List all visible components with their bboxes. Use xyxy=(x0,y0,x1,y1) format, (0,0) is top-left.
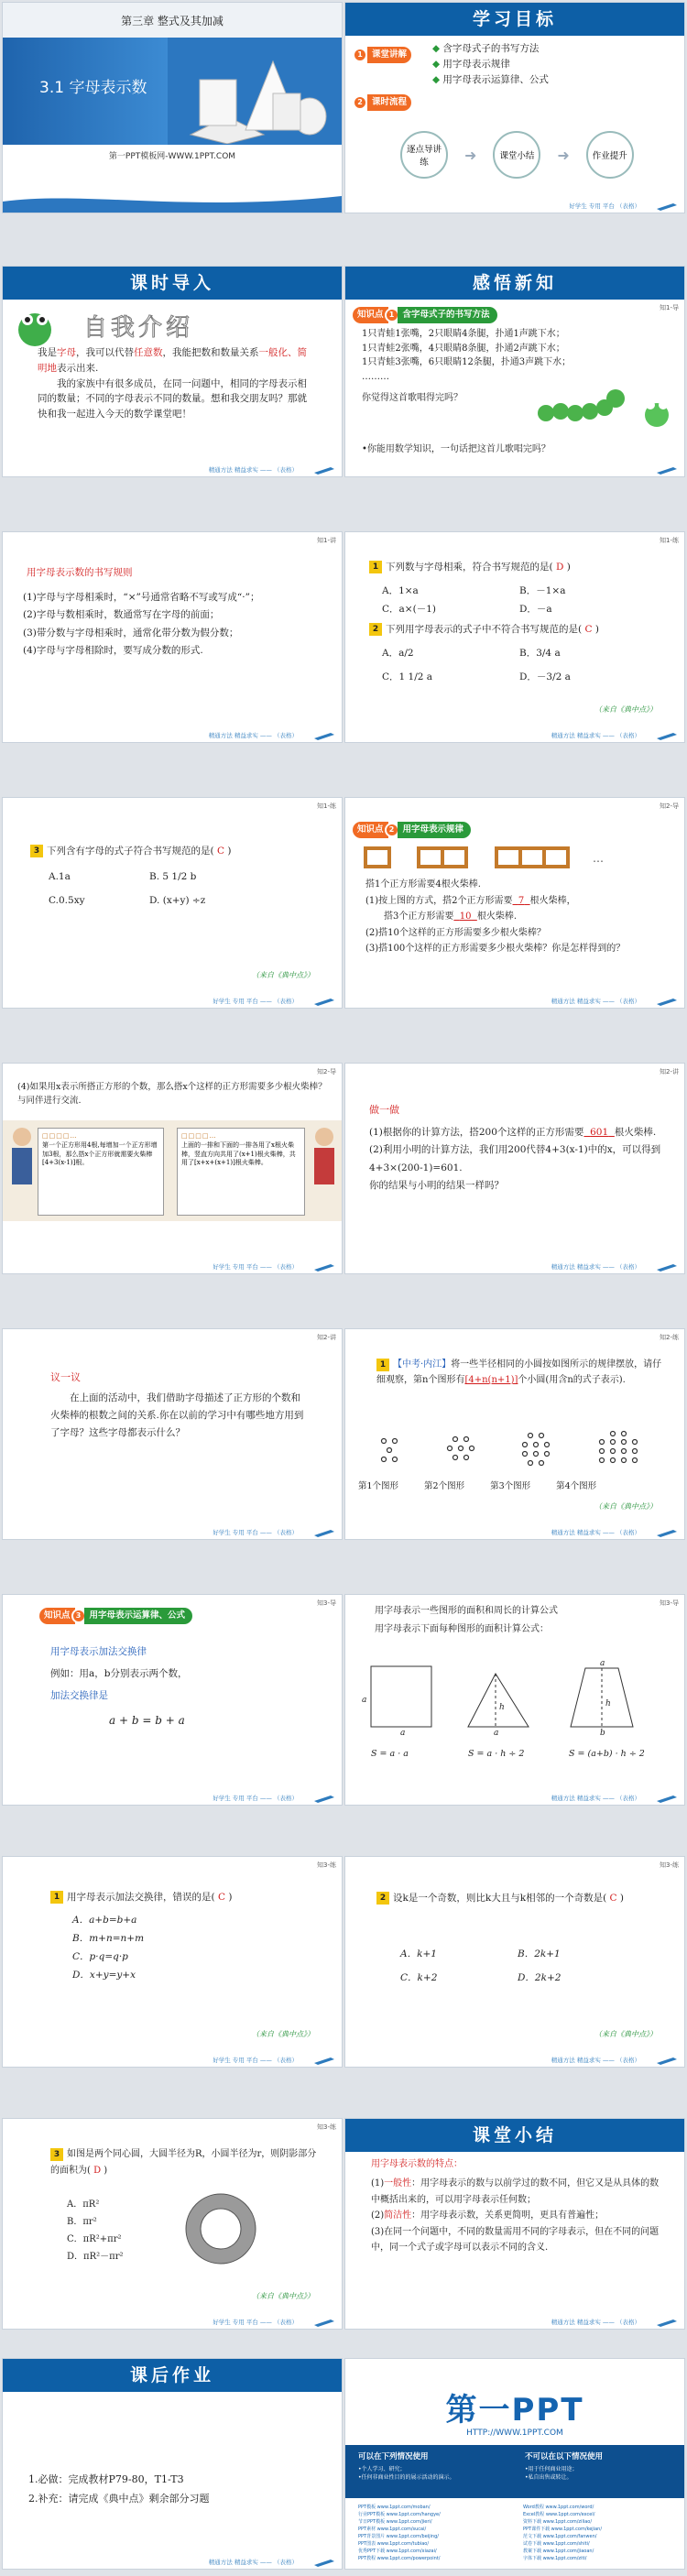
slide-circles-pattern[interactable] xyxy=(344,1328,685,1540)
goal-item: 用字母表示规律 xyxy=(442,58,510,70)
slide-footer: 精通方法 精益求实 —— （表格） xyxy=(345,2316,684,2329)
slide-title: 课后作业 xyxy=(3,2359,342,2392)
tag-flow: 2 课时流程 xyxy=(353,94,411,111)
pen-icon xyxy=(657,997,677,1006)
intro-line: 用字母表示一些图形的面积和周长的计算公式 xyxy=(375,1606,558,1616)
slide-cover[interactable] xyxy=(2,2,343,213)
question-1: 1 下列数与字母相乘，符合书写规范的是( D ) xyxy=(369,560,571,575)
resource-links[interactable]: PPT模板 www.1ppt.com/moban/ Word教程 www.1ppt.com/word/ 行业PPT模板 www.1ppt.com/hangye/ Excel教程 www.1ppt.com/excel/ 节日PPT模板 www.1ppt.com/jieri/ 资料下载 www.1ppt.com/ziliao/ PPT素材 www.1ppt.com/sucai/ PPT课件下载 www.1ppt.com/kejian/ PPT背景图片 www.1ppt.com/beijing/ 范文下载 www.1ppt.com/fanwen/ PPT图表 www.1ppt.com/tubiao/ 试卷下载 www.1ppt.com/shiti/ 优秀PPT下载 www.1ppt.com/xiazai/ 教案下载 www.1ppt.com/jiaoan/ PPT教程 www.1ppt.com/powerpoint/ 字体下载 www.1ppt.com/ziti/ xyxy=(358,2505,603,2561)
usage-can-title: 可以在下列情况使用 xyxy=(358,2452,429,2461)
slide-matchsticks[interactable] xyxy=(344,797,685,1009)
option[interactable]: A．k+1 xyxy=(400,1948,437,1959)
frog-icon xyxy=(638,395,675,428)
frog-icon xyxy=(14,307,56,349)
page-code: 知1-导 xyxy=(660,304,679,311)
option-list[interactable]: A．a+b=b+a B．m+n=n+m C．p·q=q·p D．x+y=y+x xyxy=(72,1915,145,1981)
option[interactable]: B．2k+1 xyxy=(518,1948,561,1959)
brand-logo: 第一PPT xyxy=(445,2392,584,2429)
pen-icon xyxy=(314,2558,334,2567)
slide-discuss[interactable] xyxy=(2,1328,343,1540)
slide-footer: 好学生 专用 平台 —— （表格） xyxy=(3,1526,342,1539)
shape-label: b xyxy=(600,1729,605,1738)
pen-icon xyxy=(314,1794,334,1803)
pen-icon xyxy=(314,731,334,740)
pen-icon xyxy=(657,1262,677,1272)
slide-footer: 精通方法 精益求实 —— （表格） xyxy=(3,2556,342,2569)
shape-label: a xyxy=(362,1696,367,1705)
page-code: 知2-导 xyxy=(317,1068,336,1075)
usage-panel: 可以在下列情况使用 •个人学习、研究； •任何非商业性目的的展示活动的演示。 不可以在以下情况使用 •用于任何商业用途； •私自出售或转让。 xyxy=(345,2445,684,2498)
option[interactable]: B. 5 1/2 b xyxy=(149,871,197,882)
slide-title: 感悟新知 xyxy=(345,267,684,300)
formula: S = (a+b) · h ÷ 2 xyxy=(569,1749,645,1759)
section-heading: 议一议 xyxy=(50,1371,81,1383)
option[interactable]: B．3/4 a xyxy=(519,648,561,659)
question-1: 1 用字母表示加法交换律，错误的是( C ) xyxy=(50,1890,232,1905)
page-code: 知1-讲 xyxy=(317,537,336,544)
formula: S = a · h ÷ 2 xyxy=(468,1749,525,1759)
slide-exercise-3[interactable] xyxy=(2,1856,343,2068)
intro-paragraph: 我是字母，我可以代替任意数，我能把数和数量关系一般化、简明地表示出来. 我的家族中有很多成员，在同一问题中，相同的字母表示相同的数量；不同的字母表示不同的数量。想和我交朋友吗？那就快和我一起进入今天的数学课堂吧！ xyxy=(38,345,312,422)
option[interactable]: C.0.5xy xyxy=(49,895,85,906)
example-text: 例如：用a，b分别表示两个数， xyxy=(50,1668,188,1679)
slide-intro[interactable] xyxy=(2,266,343,477)
slide-footer: 精通方法 精益求实 —— （表格） xyxy=(345,1526,684,1539)
tag-lecture: 1 课堂讲解 xyxy=(353,47,411,63)
slide-footer: 好学生 专用 平台 —— （表格） xyxy=(3,1792,342,1805)
page-code: 知3-导 xyxy=(317,1599,336,1607)
pen-icon xyxy=(657,2056,677,2065)
slide-title: 课时导入 xyxy=(3,267,342,300)
slide-copyright[interactable] xyxy=(344,2358,685,2570)
pen-icon xyxy=(657,731,677,740)
question-4: (4)如果用x表示所搭正方形的个数，那么搭x个这样的正方形需要多少根火柴棒？与同伴进行交流. xyxy=(17,1082,327,1107)
option-list[interactable]: A．πR² B．πr² C．πR²+πr² D．πR²－πr² xyxy=(67,2199,124,2262)
wave-decoration xyxy=(3,189,342,213)
pen-icon xyxy=(657,1794,677,1803)
slide-footer: 精通方法 精益求实 —— （表格） xyxy=(345,2054,684,2067)
site-caption: 第一PPT模板网-WWW.1PPT.COM xyxy=(108,152,236,161)
circle-pattern-figure xyxy=(367,1428,670,1474)
homework-list: 1.必做：完成教材P79-80，T1-T3 2.补充：请完成《典中点》剩余部分习题 xyxy=(28,2473,210,2505)
pen-icon xyxy=(314,1262,334,1272)
rules-title: 用字母表示数的书写规则 xyxy=(27,567,133,578)
shape-label: a xyxy=(600,1659,605,1668)
knowledge-tag: 知识点 3 用字母表示运算律、公式 xyxy=(39,1608,192,1624)
section-heading: 用字母表示加法交换律 xyxy=(50,1646,147,1657)
section-heading: 做一做 xyxy=(369,1104,399,1116)
page-code: 知2-导 xyxy=(660,802,679,810)
matchstick-text: 搭1个正方形需要4根火柴棒. (1)按上图的方式，搭2个正方形需要 7 根火柴棒， 搭3个正方形需要 10 根火柴棒. (2)搭10个这样的正方形需要多少根火柴棒？ (3)搭100个这样的正方形需要多少根火柴棒？你是怎样得到的？ xyxy=(365,879,626,954)
option[interactable]: C．a×(－1) xyxy=(382,604,436,615)
page-code: 知3-导 xyxy=(660,1599,679,1607)
slide-title: 课堂小结 xyxy=(345,2119,684,2152)
slide-homework[interactable] xyxy=(2,2358,343,2570)
option[interactable]: C．1 1/2 a xyxy=(382,671,433,682)
intro-line: 用字母表示下面每种图形的面积计算公式： xyxy=(375,1624,549,1634)
slide-exercise-2[interactable] xyxy=(2,797,343,1009)
discuss-paragraph: 在上面的活动中，我们借助字母描述了正方形的个数和火柴棒的根数之间的关系.你在以前的学习中有哪些地方用到了字母？这些字母都表示什么？ xyxy=(50,1392,304,1438)
slide-footer xyxy=(345,464,684,476)
slide-try[interactable] xyxy=(344,1063,685,1274)
option[interactable]: A．1×a xyxy=(382,585,419,596)
pen-icon xyxy=(314,465,334,475)
student-icon xyxy=(311,1124,338,1216)
pen-icon xyxy=(657,202,677,211)
slide-area-formulas[interactable] xyxy=(344,1594,685,1806)
concentric-circles-figure xyxy=(182,2190,259,2267)
rules-list: (1)字母与字母相乘时，“×”号通常省略不写或写成“·”； (2)字母与数相乘时，数通常写在字母的前面； (3)带分数与字母相乘时，通常化带分数为假分数； (4)字母与字母相除时，要写成分数的形式. xyxy=(23,592,260,657)
caterpillar-icon xyxy=(533,386,643,431)
try-text: (1)根据你的计算方法，搭200个这样的正方形需要 601 根火柴棒. (2)利用小明的计算方法，我们用200代替4+3(x-1)中的x，可以得到4+3×(200-1)=601. 你的结果与小明的结果一样吗？ xyxy=(369,1127,661,1192)
slide-operation-laws[interactable] xyxy=(2,1594,343,1806)
song-lines: 1只青蛙1张嘴，2只眼睛4条腿，扑通1声跳下水； 1只青蛙2张嘴，4只眼睛8条腿，扑通2声跳下水； 1只青蛙3张嘴，6只眼睛12条腿，扑通3声跳下水； ……… xyxy=(362,329,572,382)
source-note: （来自《典中点》） xyxy=(594,705,657,714)
slide-exercise-5[interactable] xyxy=(2,2118,343,2330)
page-code: 知3-练 xyxy=(660,1861,679,1869)
flow-step: 逐点导讲练 xyxy=(400,131,448,179)
pen-icon xyxy=(314,2056,334,2065)
slide-discussion[interactable] xyxy=(2,1063,343,1274)
banner-title: 自我介绍 xyxy=(83,314,194,342)
slide-rules[interactable] xyxy=(2,531,343,743)
goal-item: 含字母式子的书写方法 xyxy=(442,43,540,54)
question-1: 你觉得这首歌唱得完吗？ xyxy=(362,393,463,403)
question-3: 3 如图是两个同心圆，大圆半径为R，小圆半径为r，则阴影部分的面积为( D ) xyxy=(50,2149,317,2176)
intro-paragraph-2: 我的家族中有很多成员，在同一问题中，相同的字母表示相同的数量；不同的字母表示不同的数量。想和我交朋友吗？那就快和我一起进入今天的数学课堂吧！ xyxy=(38,377,307,420)
pen-icon xyxy=(314,2318,334,2327)
slide-footer: 精通方法 精益求实 —— （表格） xyxy=(3,729,342,742)
slide-footer: 好学生 专用 平台 —— （表格） xyxy=(3,2054,342,2067)
section-heading: 加法交换律是 xyxy=(50,1690,108,1701)
slide-exercise-1[interactable] xyxy=(344,531,685,743)
formula: S = a · a xyxy=(371,1749,409,1759)
pen-icon xyxy=(314,1528,334,1537)
source-note: （来自《典中点》） xyxy=(252,2292,314,2300)
option[interactable]: D．－a xyxy=(519,604,552,615)
flow-step: 作业提升 xyxy=(586,131,634,179)
slide-footer: 好学生 专用 平台 —— （表格） xyxy=(3,2316,342,2329)
page-code: 知1-练 xyxy=(317,802,336,810)
page-code: 知2-讲 xyxy=(660,1068,679,1075)
shape-label: h xyxy=(499,1703,505,1712)
slide-footer: 好学生 专用 平台 （表格） xyxy=(345,200,684,213)
slide-footer: 精通方法 精益求实 —— （表格） xyxy=(3,464,342,476)
speech-bubble-2: □□□□… 上面的一排和下面的一排各用了x根火柴棒，竖直方向共用了(x+1)根火柴棒，共用了[x+x+(x+1)]根火柴棒。 xyxy=(177,1128,305,1216)
source-note: （来自《典中点》） xyxy=(252,971,314,979)
speech-bubble-1: □□□□… 第一个正方形用4根,每增加一个正方形增加3根，那么搭x个正方形就需要火柴棒[4+3(x-1)]根。 xyxy=(38,1128,164,1216)
source-note: （来自《典中点》） xyxy=(252,2030,314,2038)
question-3: 3 下列含有字母的式子符合书写规范的是( C ) xyxy=(30,844,231,859)
option[interactable]: A．a/2 xyxy=(382,648,414,659)
geometric-solids-icon xyxy=(172,43,337,144)
flow-step: 课堂小结 xyxy=(493,131,540,179)
goal-list: ◆ 含字母式子的书写方法 ◆ 用字母表示规律 ◆ 用字母表示运算律、公式 xyxy=(432,43,549,85)
slide-footer: 精通方法 精益求实 —— （表格） xyxy=(345,729,684,742)
option[interactable]: B．－1×a xyxy=(519,585,566,596)
slide-footer: 精通方法 精益求实 —— （表格） xyxy=(345,1792,684,1805)
option[interactable]: D．2k+2 xyxy=(518,1972,562,1983)
slide-footer: 好学生 专用 平台 —— （表格） xyxy=(3,995,342,1008)
option[interactable]: C．k+2 xyxy=(400,1972,438,1983)
pen-icon xyxy=(657,465,677,475)
page-code: 知3-练 xyxy=(317,2123,336,2131)
usage-cannot-title: 不可以在以下情况使用 xyxy=(525,2452,604,2461)
pen-icon xyxy=(314,997,334,1006)
knowledge-tag: 知识点 1 含字母式子的书写方法 xyxy=(353,307,497,323)
slide-footer: 好学生 专用 平台 —— （表格） xyxy=(3,1261,342,1273)
page-code: 知3-练 xyxy=(317,1861,336,1869)
summary-heading: 用字母表示数的特点： xyxy=(371,2159,463,2169)
slide-exercise-4[interactable] xyxy=(344,1856,685,2068)
svg-text:…: … xyxy=(593,852,604,865)
slide-goals[interactable] xyxy=(344,2,685,213)
option[interactable]: D．－3/2 a xyxy=(519,671,571,682)
shape-label: a xyxy=(494,1729,499,1738)
student-icon xyxy=(8,1124,36,1216)
figure-captions: 第1个图形 第2个图形 第3个图形 第4个图形 xyxy=(358,1481,597,1491)
slide-footer: 精通方法 精益求实 —— （表格） xyxy=(345,995,684,1008)
option[interactable]: D. (x+y) ÷z xyxy=(149,895,206,906)
page-code: 知2-讲 xyxy=(317,1334,336,1341)
question-2: 2 下列用字母表示的式子中不符合书写规范的是( C ) xyxy=(369,622,599,638)
shape-label: a xyxy=(400,1729,406,1738)
source-note: （来自《典中点》） xyxy=(594,2030,657,2038)
goal-item: 用字母表示运算律、公式 xyxy=(442,73,549,85)
question-2: 2 设k是一个奇数，则比k大且与k相邻的一个奇数是( C ) xyxy=(376,1890,660,1907)
flow-steps: 逐点导讲练 ➜ 课堂小结 ➜ 作业提升 xyxy=(400,131,634,179)
pattern-question: 1 【中考·内江】将一些半径相同的小圆按如图所示的规律摆放，请仔细观察，第n个图形有[4+n(n+1)]个小圆(用含n的式子表示). xyxy=(376,1359,662,1385)
pen-icon xyxy=(657,2318,677,2327)
matchstick-squares-figure xyxy=(364,846,666,869)
formula: a + b = b + a xyxy=(109,1714,185,1727)
summary-text: (1)一般性：用字母表示的数与以前学过的数不同，但它又是从具体的数中概括出来的，可以用字母表示任何数； (2)简洁性：用字母表示数，关系更简明，更具有普遍性； (3)在同一个问题中，不同的数量需用不同的字母表示，但在不同的问题中，同一个式子或字母可以表示不同的含义. xyxy=(371,2178,660,2253)
question-2: •你能用数学知识，一句话把这首儿歌唱完吗？ xyxy=(362,444,551,454)
source-note: （来自《典中点》） xyxy=(594,1502,657,1511)
slide-summary[interactable] xyxy=(344,2118,685,2330)
shape-label: h xyxy=(605,1699,611,1708)
page-code: 知1-练 xyxy=(660,537,679,544)
page-code: 知2-练 xyxy=(660,1334,679,1341)
slide-title: 学习目标 xyxy=(345,3,684,36)
brand-url[interactable]: HTTP://WWW.1PPT.COM xyxy=(466,2429,563,2438)
slide-new-knowledge[interactable] xyxy=(344,266,685,477)
pen-icon xyxy=(657,1528,677,1537)
knowledge-tag: 知识点 2 用字母表示规律 xyxy=(353,822,471,838)
chapter-title: 第三章 整式及其加减 xyxy=(121,14,224,27)
section-title: 3.1 字母表示数 xyxy=(39,79,147,97)
slide-footer: 精通方法 精益求实 —— （表格） xyxy=(345,1261,684,1273)
option[interactable]: A.1a xyxy=(49,871,71,882)
